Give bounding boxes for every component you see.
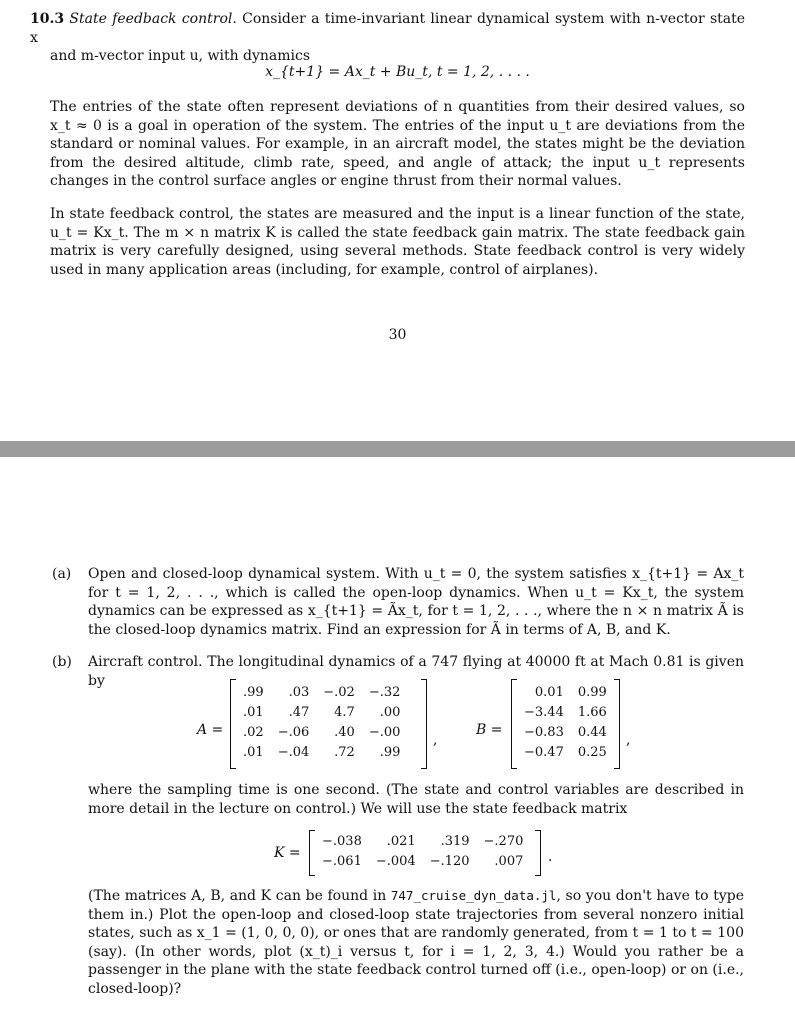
dynamics-equation: x_{t+1} = Ax_t + Bu_t, t = 1, 2, . . . . <box>265 64 530 80</box>
matrix-b <box>517 683 614 763</box>
part-b-mid-text: where the sampling time is one second. (The state and control variables are described in more detail in the lecture on control.) We will use the state feedback matrix <box>88 782 744 817</box>
matrix-b-cell: −0.83 <box>524 725 564 740</box>
matrix-b-label: B = <box>476 722 503 738</box>
part-b-intro: Aircraft control. The longitudinal dynamics of a 747 flying at 40000 ft at Mach 0.81 is given by <box>88 654 744 689</box>
matrix-b-cell: 0.99 <box>577 685 607 700</box>
matrix-k-cell: .007 <box>494 854 524 869</box>
part-b-label: (b) <box>52 654 72 670</box>
matrix-a-label: A = <box>197 722 224 738</box>
problem-intro-line2: and m-vector input u <box>50 48 199 65</box>
matrix-a-cell: .02 <box>243 725 264 740</box>
matrix-b-row <box>517 683 614 703</box>
matrix-k-period: . <box>548 849 553 865</box>
part-b-end-text-2: , so you don't have to type them in.) Plot the open-loop and closed-loop state trajectories from several nonzero initial states, such as x_1 = (1, 0, 0, 0), or ones that are randomly generated, from t = 1 to t = 100 (say). (In other words, plot (x_t)_i versus t, for i = 1, 2, 3, 4.) Would you rather be a passenger in the plane with the state feedback control turned off (i.e., open-loop) or on (i.e., closed-loop)? <box>88 888 745 997</box>
matrix-b-cell: 0.01 <box>534 685 564 700</box>
matrix-a-cell: −.02 <box>323 685 355 700</box>
matrix-a-row <box>236 723 407 743</box>
matrix-a <box>236 683 407 763</box>
problem-number: 10.3 <box>30 11 65 27</box>
matrix-k <box>315 832 530 872</box>
matrix-k-row <box>315 852 530 872</box>
part-a-text: Open and closed-loop dynamical system. With u_t = 0, the system satisfies x_{t+1} = Ax_t for t = 1, 2, . . ., which is called the open-loop dynamics. When u_t = Kx_t, the system dynamics can be expressed as x_{t+1} = Ãx_t, for t = 1, 2, . . ., where the n × n matrix Ã is the closed-loop dynamics matrix. Find an expression for Ã in terms of A, B, and K. <box>88 566 744 638</box>
matrix-b-row <box>517 703 614 723</box>
matrix-a-cell: −.32 <box>368 685 401 700</box>
data-filename: 747_cruise_dyn_data.jl <box>390 888 557 903</box>
matrix-a-row <box>236 743 407 763</box>
matrix-b-row <box>517 743 614 763</box>
matrix-b-cell: −3.44 <box>524 705 564 720</box>
matrix-a-cell: −.04 <box>277 745 310 760</box>
matrix-b-cell: 0.25 <box>577 745 607 760</box>
matrix-a-cell: .47 <box>288 705 310 720</box>
matrix-a-row <box>236 703 407 723</box>
matrix-a-cell: .01 <box>243 745 264 760</box>
page-top <box>0 0 795 440</box>
paragraph-1: The entries of the state often represent deviations of n quantities from their desired values, so x_t ≈ 0 is a goal in operation of the system. The entries of the input u_t are deviations from the standard or nominal values. For example, in an aircraft model, the states might be the deviation from the desired altitude, climb rate, speed, and angle of attack; the input u_t represents changes in the control surface angles or engine thrust from their normal values. <box>50 99 745 190</box>
matrix-b-right-bracket <box>614 679 620 769</box>
matrix-a-right-bracket <box>421 679 427 769</box>
matrix-k-cell: .021 <box>386 834 416 849</box>
matrix-a-cell: .72 <box>334 745 355 760</box>
matrix-b-cell: 0.44 <box>577 725 607 740</box>
matrix-a-cell: .99 <box>379 745 401 760</box>
problem-intro-text: Consider a time-invariant linear dynamical system with n-vector state x <box>30 11 746 46</box>
matrix-a-cell: .99 <box>243 685 264 700</box>
matrix-b-comma: , <box>626 732 631 748</box>
matrix-k-cell: −.038 <box>322 834 362 849</box>
part-a-label: (a) <box>52 566 72 582</box>
page-number: 30 <box>388 327 407 343</box>
matrix-k-cell: −.270 <box>483 834 524 849</box>
matrix-a-cell: −.00 <box>368 725 401 740</box>
matrix-k-row <box>315 832 530 852</box>
matrix-k-cell: .319 <box>440 834 470 849</box>
matrix-k-cell: −.061 <box>322 854 362 869</box>
matrix-k-cell: −.004 <box>375 854 416 869</box>
page-bottom <box>0 457 795 1024</box>
matrix-a-cell: −.06 <box>277 725 310 740</box>
matrix-a-row <box>236 683 407 703</box>
part-b-mid <box>52 781 744 818</box>
matrix-k-right-bracket <box>535 830 541 876</box>
matrix-a-cell: .01 <box>243 705 264 720</box>
matrix-k-label: K = <box>274 845 301 861</box>
page-separator <box>0 441 795 457</box>
matrix-b-row <box>517 723 614 743</box>
paragraph-2: In state feedback control, the states are measured and the input is a linear function of the state, u_t = Kx_t. The m × n matrix K is called the state feedback gain matrix. The state feedback gain matrix is very carefully designed, using several methods. State feedback control is very widely used in many application areas (including, for example, control of airplanes). <box>50 206 745 278</box>
matrix-a-comma: , <box>433 732 438 748</box>
matrix-a-cell: .40 <box>334 725 355 740</box>
matrix-a-cell: .03 <box>288 685 310 700</box>
problem-title: State feedback control. <box>69 11 237 27</box>
matrix-a-cell: 4.7 <box>334 705 355 720</box>
part-b-end <box>52 887 744 999</box>
matrix-b-cell: −0.47 <box>524 745 564 760</box>
problem-intro-line2-rest: , with dynamics <box>198 48 311 65</box>
part-b-end-text <box>88 887 744 999</box>
problem-intro <box>30 10 745 66</box>
part-a <box>52 565 744 639</box>
part-b-end-text-1: (The matrices A, B, and K can be found in <box>88 888 391 904</box>
matrix-k-cell: −.120 <box>429 854 470 869</box>
matrix-a-cell: .00 <box>379 705 401 720</box>
matrix-b-cell: 1.66 <box>577 705 607 720</box>
